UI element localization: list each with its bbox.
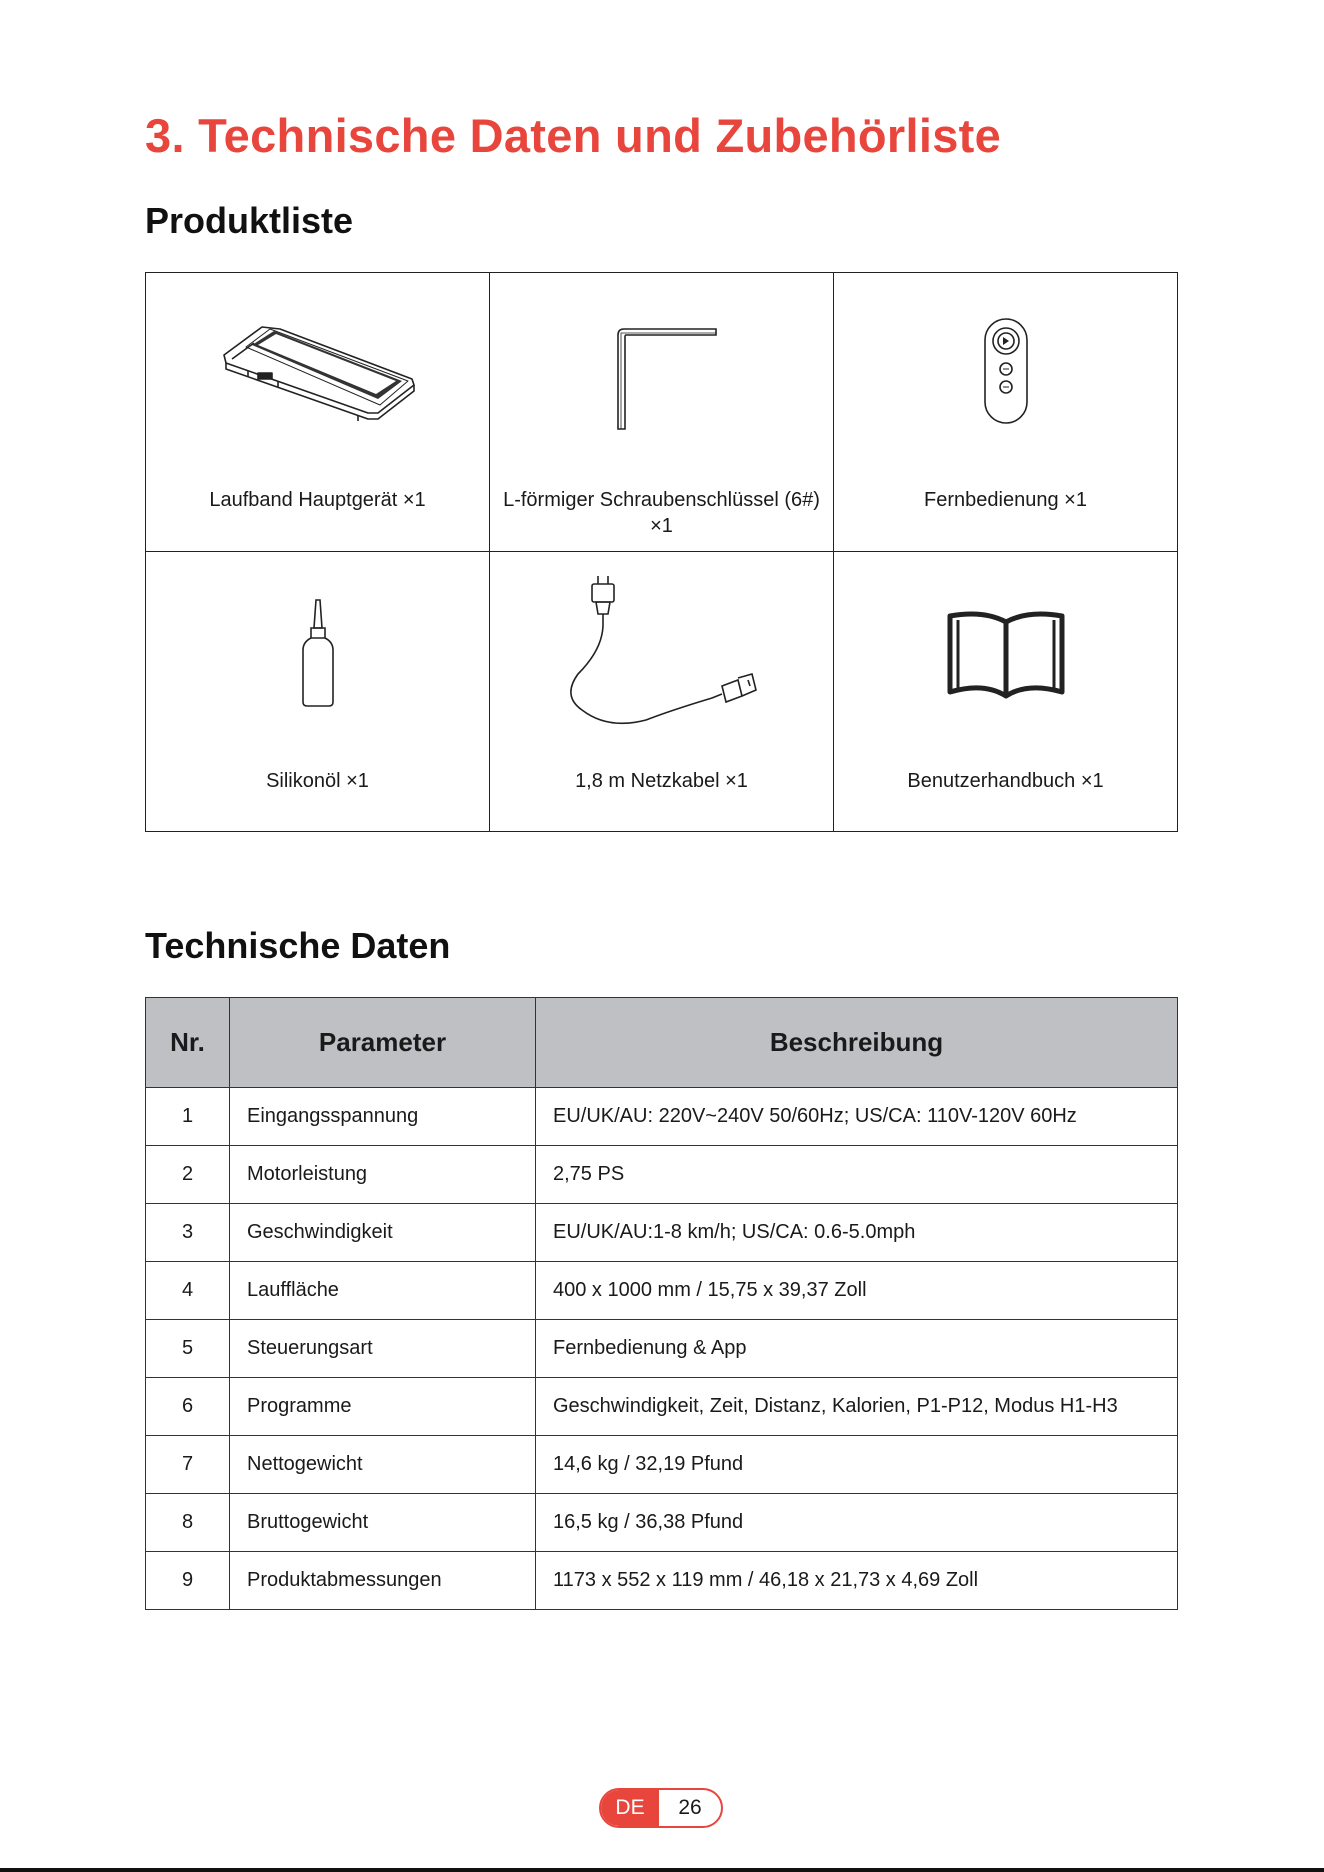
table-row bbox=[146, 1552, 1178, 1610]
product-label: Laufband Hauptgerät ×1 bbox=[209, 489, 426, 511]
table-row bbox=[146, 1494, 1178, 1552]
table-row bbox=[146, 1088, 1178, 1146]
page-number: 26 bbox=[678, 1796, 702, 1819]
row-number: 7 bbox=[146, 1436, 230, 1494]
remote-control-icon bbox=[981, 317, 1031, 427]
product-item-remote bbox=[834, 273, 1177, 552]
row-parameter: Bruttogewicht bbox=[230, 1494, 536, 1552]
treadmill-icon bbox=[218, 321, 418, 421]
language-badge: DE bbox=[601, 1790, 659, 1826]
page-bottom-divider bbox=[0, 1868, 1324, 1872]
row-parameter: Programme bbox=[230, 1378, 536, 1436]
row-description: 16,5 kg / 36,38 Pfund bbox=[536, 1494, 1178, 1552]
row-number: 5 bbox=[146, 1320, 230, 1378]
row-parameter: Steuerungsart bbox=[230, 1320, 536, 1378]
row-parameter: Eingangsspannung bbox=[230, 1088, 536, 1146]
row-description: 400 x 1000 mm / 15,75 x 39,37 Zoll bbox=[536, 1262, 1178, 1320]
table-row bbox=[146, 1204, 1178, 1262]
manual-book-icon bbox=[944, 608, 1068, 700]
page-badge bbox=[599, 1788, 723, 1828]
row-description: EU/UK/AU: 220V~240V 50/60Hz; US/CA: 110V-120V 60Hz bbox=[536, 1088, 1178, 1146]
row-description: 1173 x 552 x 119 mm / 46,18 x 21,73 x 4,69 Zoll bbox=[536, 1552, 1178, 1610]
row-number: 1 bbox=[146, 1088, 230, 1146]
product-label: Fernbedienung ×1 bbox=[924, 489, 1087, 511]
column-header-nr: Nr. bbox=[146, 998, 230, 1088]
table-row bbox=[146, 1436, 1178, 1494]
product-item-wrench bbox=[490, 273, 834, 552]
page-title: 3. Technische Daten und Zubehörliste bbox=[145, 109, 1002, 162]
column-header-description: Beschreibung bbox=[536, 998, 1178, 1088]
row-parameter: Geschwindigkeit bbox=[230, 1204, 536, 1262]
product-item-manual bbox=[834, 552, 1177, 831]
row-number: 3 bbox=[146, 1204, 230, 1262]
row-number: 9 bbox=[146, 1552, 230, 1610]
column-header-parameter: Parameter bbox=[230, 998, 536, 1088]
row-description: Fernbedienung & App bbox=[536, 1320, 1178, 1378]
row-parameter: Lauffläche bbox=[230, 1262, 536, 1320]
row-description: EU/UK/AU:1-8 km/h; US/CA: 0.6-5.0mph bbox=[536, 1204, 1178, 1262]
table-row bbox=[146, 1262, 1178, 1320]
table-row bbox=[146, 1378, 1178, 1436]
specs-table bbox=[145, 997, 1178, 1610]
row-number: 4 bbox=[146, 1262, 230, 1320]
product-label: Silikonöl ×1 bbox=[266, 770, 369, 792]
product-label: Benutzerhandbuch ×1 bbox=[907, 770, 1104, 792]
oil-bottle-icon bbox=[298, 598, 338, 708]
product-label: L-förmiger Schraubenschlüssel (6#) ×1 bbox=[503, 489, 820, 537]
row-number: 8 bbox=[146, 1494, 230, 1552]
row-number: 2 bbox=[146, 1146, 230, 1204]
table-row bbox=[146, 1146, 1178, 1204]
technical-data-heading: Technische Daten bbox=[145, 925, 451, 966]
allen-wrench-icon bbox=[602, 323, 722, 433]
product-item-treadmill bbox=[146, 273, 490, 552]
row-parameter: Produktabmessungen bbox=[230, 1552, 536, 1610]
row-parameter: Motorleistung bbox=[230, 1146, 536, 1204]
power-cable-icon bbox=[562, 570, 762, 740]
product-item-cable bbox=[490, 552, 834, 831]
table-row bbox=[146, 1320, 1178, 1378]
product-label: 1,8 m Netzkabel ×1 bbox=[575, 770, 748, 792]
row-description: 2,75 PS bbox=[536, 1146, 1178, 1204]
row-description: 14,6 kg / 32,19 Pfund bbox=[536, 1436, 1178, 1494]
row-number: 6 bbox=[146, 1378, 230, 1436]
table-header-row bbox=[146, 998, 1178, 1088]
product-list-grid bbox=[145, 272, 1178, 832]
row-description: Geschwindigkeit, Zeit, Distanz, Kalorien, P1-P12, Modus H1-H3 bbox=[536, 1378, 1178, 1436]
row-parameter: Nettogewicht bbox=[230, 1436, 536, 1494]
product-list-heading: Produktliste bbox=[145, 200, 354, 241]
product-item-oil bbox=[146, 552, 490, 831]
